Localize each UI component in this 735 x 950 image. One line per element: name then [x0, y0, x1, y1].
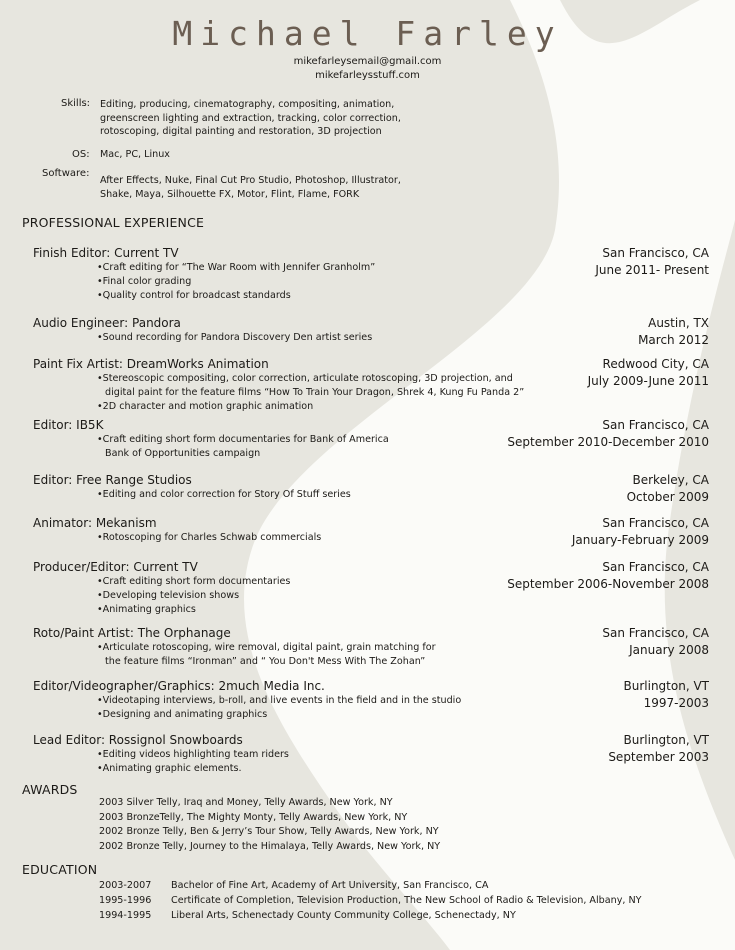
- os-label: OS:: [72, 149, 90, 160]
- skills-label: Skills:: [61, 98, 91, 109]
- job-dates: January 2008: [629, 643, 709, 657]
- job-bullet: digital paint for the feature films “How To Train Your Dragon, Shrek 4, Kung Fu Panda 2”: [105, 387, 525, 398]
- candidate-name: Michael Farley: [172, 14, 563, 53]
- job-dates: October 2009: [626, 490, 709, 504]
- job-title: Editor: Free Range Studios: [33, 473, 192, 487]
- job-bullet: • Videotaping interviews, b-roll, and live events in the field and in the studio: [97, 694, 461, 708]
- award-item: 2002 Bronze Telly, Journey to the Himalaya, Telly Awards, New York, NY: [99, 840, 441, 852]
- job-bullet: • Animating graphics: [97, 603, 290, 617]
- job-title: Producer/Editor: Current TV: [33, 560, 198, 574]
- job-location: San Francisco, CA: [602, 516, 709, 530]
- job-dates: September 2003: [608, 750, 709, 764]
- software-line: Shake, Maya, Silhouette FX, Motor, Flint, Flame, FORK: [100, 188, 360, 200]
- job-bullet: • Developing television shows: [97, 589, 290, 603]
- job-dates: 1997-2003: [643, 696, 709, 710]
- job-bullets: [97, 433, 389, 461]
- awards-heading: AWARDS: [22, 782, 78, 797]
- job-location: Burlington, VT: [623, 733, 709, 747]
- software-label: Software:: [42, 168, 90, 179]
- job-bullets: [97, 261, 375, 303]
- job-dates: January-February 2009: [571, 533, 709, 547]
- skills-line: Editing, producing, cinematography, compositing, animation,: [100, 99, 395, 110]
- job-bullet: • Craft editing for “The War Room with Jennifer Granholm”: [97, 261, 375, 275]
- job-dates: September 2006-November 2008: [507, 577, 709, 591]
- job-location: San Francisco, CA: [602, 418, 709, 432]
- job-bullet: • Editing and color correction for Story Of Stuff series: [97, 488, 351, 502]
- job-bullets: [97, 531, 321, 545]
- job-bullets: [97, 748, 289, 776]
- website-text[interactable]: mikefarleysstuff.com: [315, 70, 420, 81]
- job-bullet: • Editing videos highlighting team riders: [97, 748, 289, 762]
- job-bullets: [97, 641, 436, 669]
- skills-text: [100, 98, 401, 139]
- job-bullets: [97, 575, 290, 617]
- job-bullets: [97, 488, 351, 502]
- education-row: [99, 910, 516, 921]
- job-location: Burlington, VT: [623, 679, 709, 693]
- award-item: 2003 BronzeTelly, The Mighty Monty, Telly Awards, New York, NY: [99, 811, 408, 823]
- education-detail: Liberal Arts, Schenectady County Community College, Schenectady, NY: [171, 910, 516, 921]
- software-line: After Effects, Nuke, Final Cut Pro Studio, Photoshop, Illustrator,: [100, 175, 401, 186]
- skills-line: rotoscoping, digital painting and restoration, 3D projection: [100, 126, 382, 137]
- job-bullet: • Craft editing short form documentaries for Bank of America: [97, 433, 389, 447]
- job-dates: September 2010-December 2010: [507, 435, 709, 449]
- job-bullet: • Craft editing short form documentaries: [97, 575, 290, 589]
- job-bullet: • Final color grading: [97, 275, 375, 289]
- job-title: Lead Editor: Rossignol Snowboards: [33, 733, 243, 747]
- award-item: 2002 Bronze Telly, Ben & Jerry’s Tour Show, Telly Awards, New York, NY: [99, 826, 439, 838]
- education-years: 1995-1996: [99, 895, 152, 906]
- job-bullet: Bank of Opportunities campaign: [105, 448, 261, 459]
- job-title: Animator: Mekanism: [33, 516, 157, 530]
- job-bullet: the feature films “Ironman” and “ You Don't Mess With The Zohan”: [105, 656, 426, 667]
- job-location: Austin, TX: [648, 316, 709, 330]
- education-row: [99, 895, 642, 906]
- job-bullet: • Quality control for broadcast standards: [97, 289, 375, 303]
- skills-line: greenscreen lighting and extraction, tracking, color correction,: [100, 112, 401, 124]
- job-dates: July 2009-June 2011: [587, 374, 709, 388]
- job-location: San Francisco, CA: [602, 626, 709, 640]
- job-bullets: [97, 694, 461, 722]
- job-title: Paint Fix Artist: DreamWorks Animation: [33, 357, 269, 371]
- software-text: [100, 174, 401, 201]
- job-bullet: • 2D character and motion graphic animation: [97, 400, 524, 414]
- award-item: 2003 Silver Telly, Iraq and Money, Telly Awards, New York, NY: [99, 797, 393, 808]
- education-years: 2003-2007: [99, 880, 152, 891]
- education-years: 1994-1995: [99, 910, 152, 921]
- job-title: Audio Engineer: Pandora: [33, 316, 181, 330]
- job-title: Roto/Paint Artist: The Orphanage: [33, 626, 231, 640]
- email-text[interactable]: mikefarleysemail@gmail.com: [293, 56, 442, 67]
- job-bullet: • Animating graphic elements.: [97, 762, 289, 776]
- experience-heading: PROFESSIONAL EXPERIENCE: [22, 215, 205, 230]
- job-bullet: • Articulate rotoscoping, wire removal, digital paint, grain matching for: [97, 641, 436, 655]
- job-dates: June 2011- Present: [595, 263, 709, 277]
- education-detail: Bachelor of Fine Art, Academy of Art University, San Francisco, CA: [171, 880, 489, 891]
- job-title: Finish Editor: Current TV: [33, 246, 179, 260]
- job-location: Redwood City, CA: [602, 357, 709, 371]
- job-bullet: • Sound recording for Pandora Discovery Den artist series: [97, 331, 372, 345]
- job-location: Berkeley, CA: [632, 473, 709, 487]
- job-title: Editor: IB5K: [33, 418, 104, 432]
- job-bullet: • Designing and animating graphics: [97, 708, 461, 722]
- education-heading: EDUCATION: [22, 862, 98, 877]
- education-detail: Certificate of Completion, Television Production, The New School of Radio & Television, Albany, NY: [171, 895, 642, 906]
- education-row: [99, 880, 488, 891]
- job-location: San Francisco, CA: [602, 560, 709, 574]
- job-dates: March 2012: [638, 333, 709, 347]
- job-bullets: [97, 331, 372, 345]
- job-bullet: • Stereoscopic compositing, color correction, articulate rotoscoping, 3D projection, and: [97, 372, 524, 386]
- job-title: Editor/Videographer/Graphics: 2much Media Inc.: [33, 679, 325, 693]
- os-value: Mac, PC, Linux: [100, 149, 170, 160]
- job-bullet: • Rotoscoping for Charles Schwab commercials: [97, 531, 321, 545]
- job-location: San Francisco, CA: [602, 246, 709, 260]
- awards-list: [99, 796, 440, 854]
- job-bullets: [97, 372, 524, 414]
